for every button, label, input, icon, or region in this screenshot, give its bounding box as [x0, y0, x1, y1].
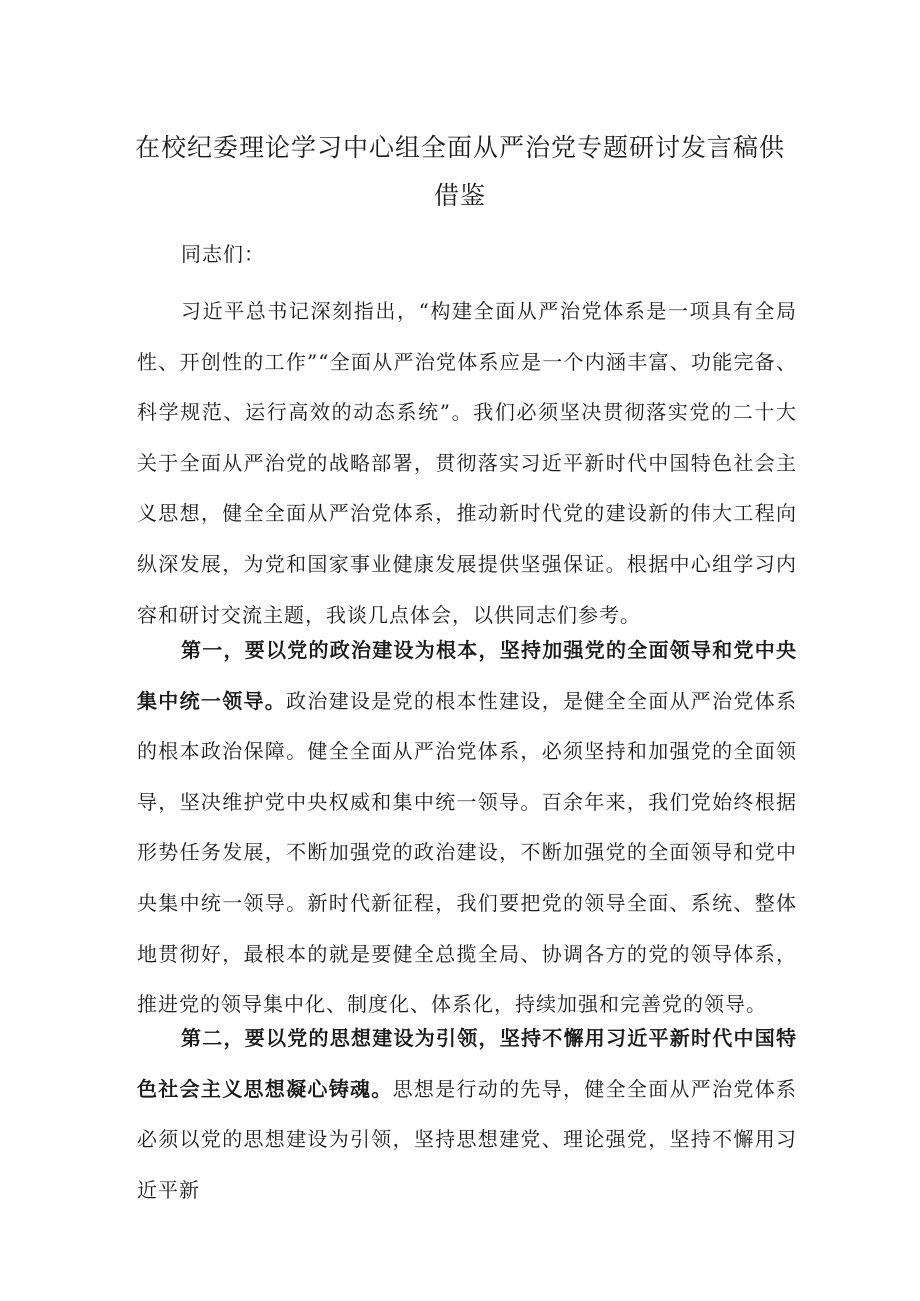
salutation: 同志们：: [181, 242, 265, 266]
paragraph-lead: 第一，要以党的政治建设为根本，坚持加强党的全面领导和党中央集中统一领导。: [137, 638, 797, 713]
paragraph-first-point: [137, 625, 797, 1030]
paragraph-text: 习近平总书记深刻指出，“构建全面从严治党体系是一项具有全局性、开创性的工作”“全面从严治党体系应是一个内涵丰富、功能完备、科学规范、运行高效的动态系统”。我们必须坚决贯彻落实党的二十大关于全面从严治党的战略部署，贯彻落实习近平新时代中国特色社会主义思想，健全全面从严治党体系，推动新时代党的建设新的伟大工程向纵深发展，为党和国家事业健康发展提供坚强保证。根据中心组学习内容和研讨交流主题，我谈几点体会，以供同志们参考。: [137, 299, 797, 627]
paragraph-intro: [137, 286, 797, 640]
paragraph-text: 思想是行动的先导，健全全面从严治党体系必须以党的思想建设为引领，坚持思想建党、理论强党，坚持不懈用习近平新: [137, 1076, 798, 1202]
paragraph-second-point: [137, 1013, 797, 1215]
document-title-line-1: 在校纪委理论学习中心组全面从严治党专题研讨发言稿供: [134, 133, 785, 162]
paragraph-text: 政治建设是党的根本性建设，是健全全面从严治党体系的根本政治保障。健全全面从严治党体系，必须坚持和加强党的全面领导，坚决维护党中央权威和集中统一领导。百余年来，我们党始终根据形势任务发展，不断加强党的政治建设，不断加强党的全面领导和党中央集中统一领导。新时代新征程，我们要把党的领导全面、系统、整体地贯彻好，最根本的就是要健全总揽全局、协调各方的党的领导体系，推进党的领导集中化、制度化、体系化，持续加强和完善党的领导。: [137, 688, 798, 1017]
paragraph-lead: 第二，要以党的思想建设为引领，坚持不懈用习近平新时代中国特色社会主义思想凝心铸魂。: [137, 1026, 797, 1101]
document-title-line-2: 借鉴: [433, 181, 486, 210]
